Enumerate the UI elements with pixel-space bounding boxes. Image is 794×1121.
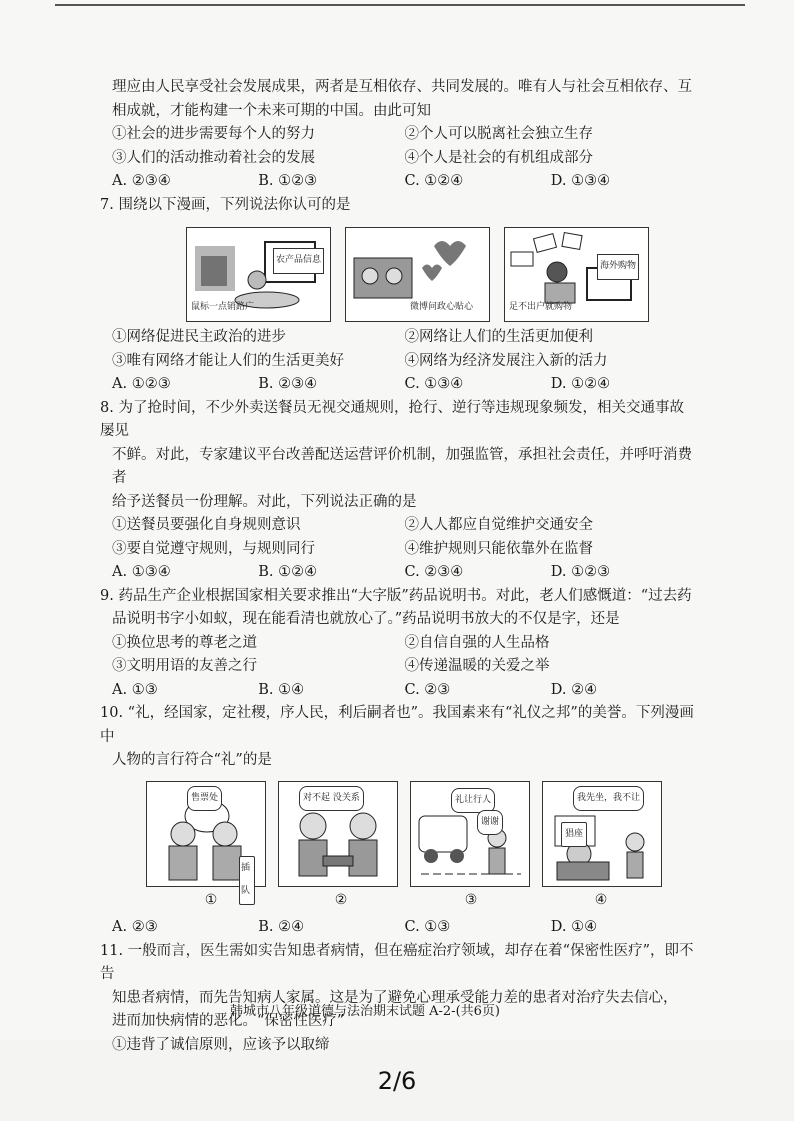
page-footer: 韩城市八年级道德与法治期末试题 A-2-(共6页) [230,1004,500,1019]
q7-options-row-2 [112,350,697,374]
q9-answer-a: A. ①③ [112,681,158,698]
intro-line-2: 相成就，才能构建一个未来可期的中国。由此可知 [112,102,431,119]
q6-answers [112,170,697,194]
q8-answer-a: A. ①③④ [112,564,171,580]
q7-option-2: ②网络让人们的生活更加便利 [404,329,593,345]
q9-stem-line-2: 品说明书字小如蚁，现在能看清也就放心了。”药品说明书放大的不仅是字，还是 [112,611,620,627]
top-border-line [55,4,745,6]
q7-comic-panel-1 [186,227,331,322]
q7-comic-3-tag: 海外购物 [597,254,639,280]
q11-option-1: ①违背了诚信原则，应该予以取缔 [112,1036,330,1053]
intro-line-1: 理应由人民享受社会发展成果，两者是互相依存、共同发展的。唯有人与社会互相依存、互 [112,79,692,95]
q8-options-row-2 [112,538,697,562]
q8-answer-d: D. ①②③ [550,564,611,580]
q8-option-3: ③要自觉遵守规则，与规则同行 [112,540,315,557]
q8-answers [112,561,697,585]
q10-answer-a: A. ②③ [112,919,158,935]
q10-answer-b: B. ②④ [258,919,305,935]
q10-comic-1-bubble: 售票处 [187,786,222,812]
q10-panel-labels [146,889,697,913]
q9-answer-b: B. ①④ [258,681,305,698]
q8-stem-line-2: 不鲜。对此，专家建议平台改善配送运营评价机制，加强监管，承担社会责任，并呼吁消费者 [112,446,692,486]
q6-answer-c: C. ①②④ [404,173,464,189]
q9-option-4: ④传递温暖的关爱之举 [404,658,550,674]
q10-stem-line-2: 人物的言行符合“礼”的是 [112,752,272,768]
q8-options-row-1 [112,514,697,538]
q6-options-row-1 [112,123,697,147]
q9-answer-c: C. ②③ [404,681,451,698]
q6-option-2: ②个人可以脱离社会独立生存 [404,126,593,142]
q10-comic-3-extra: 谢谢 [477,810,503,836]
q6-answer-a: A. ②③④ [112,173,171,189]
q10-answer-c: C. ①③ [404,919,451,935]
q7-option-3: ③唯有网络才能让人们的生活更美好 [112,352,344,369]
q9-option-3: ③文明用语的友善之行 [112,658,257,674]
q8-stem-line-1: 8. 为了抢时间，不少外卖送餐员无视交通规则，抢行、逆行等违规现象频发，相关交通事故屡见 [100,399,684,439]
q7-options-row-1 [112,326,697,350]
q8-stem-line-3: 给予送餐员一份理解。对此，下列说法正确的是 [112,493,417,510]
q11-stem-line-1: 11. 一般而言，医生需如实告知患者病情，但在癌症治疗领域，却存在着“保密性医疗”，即不告 [100,942,694,982]
q8-option-2: ②人人都应自觉维护交通安全 [404,517,593,533]
q11-stem-line-2: 知患者病情，而先告知病人家属。这是为了避免心理承受能力差的患者对治疗失去信心， [112,989,678,1006]
q7-stem: 7. 围绕以下漫画，下列说法你认可的是 [100,196,351,213]
q10-answers [112,916,697,940]
q10-comics [146,781,697,896]
q7-answer-d: D. ①②④ [550,376,611,392]
q9-options-row-1 [112,632,697,656]
page-indicator: 2/6 [377,1067,417,1095]
q6-options-row-2 [112,147,697,171]
q10-panel-label-4: ④ [594,891,608,908]
q10-comic-3-bubble: 礼让行人 [451,788,495,814]
q10-comic-4-extra: 猖座 [561,822,587,848]
q7-comic-1-tag: 农产品信息 [273,248,324,274]
q7-answers [112,373,697,397]
q7-answer-c: C. ①③④ [404,376,464,392]
q6-option-1: ①社会的进步需要每个人的努力 [112,126,315,142]
q8-option-1: ①送餐员要强化自身规则意识 [112,517,301,533]
q10-stem-line-1: 10. “礼，经国家，定社稷，序人民，利后嗣者也”。我国素来有“礼仪之邦”的美誉。下列漫画中 [100,705,694,745]
q10-comic-panel-2 [278,781,398,887]
q9-answer-d: D. ②④ [550,681,598,698]
q8-answer-b: B. ①②④ [258,564,318,580]
q7-answer-b: B. ②③④ [258,376,318,392]
q6-option-4: ④个人是社会的有机组成部分 [404,149,593,166]
q10-comic-1-extra: 插队 [239,856,255,905]
page-content [100,76,697,1057]
q7-option-1: ①网络促进民主政治的进步 [112,329,286,345]
q7-answer-a: A. ①②③ [112,376,171,392]
q10-comic-panel-3 [410,781,530,887]
q7-comic-panel-3 [504,227,649,322]
q7-option-4: ④网络为经济发展注入新的活力 [404,352,608,369]
q10-panel-label-2: ② [334,891,348,908]
q9-option-1: ①换位思考的尊老之道 [112,634,257,651]
q7-comic-2-caption: 微博问政心贴心 [410,301,474,312]
q7-comics [186,227,697,322]
q11-stem-line-3: 进而加快病情的恶化。“保密性医疗” [112,1013,345,1029]
q10-panel-label-3: ③ [464,891,478,908]
q10-panel-label-1: ① [204,891,218,908]
q9-option-2: ②自信自强的人生品格 [404,634,550,651]
q7-comic-1-caption: 鼠标一点销路广 [191,301,255,312]
q7-comic-3-caption: 足不出户就购物 [509,301,573,312]
q10-comic-panel-1 [146,781,266,896]
q10-answer-d: D. ①④ [550,919,598,935]
q6-answer-d: D. ①③④ [550,173,611,189]
q6-answer-b: B. ①②③ [258,173,318,189]
q8-answer-c: C. ②③④ [404,564,464,580]
q8-option-4: ④维护规则只能依靠外在监督 [404,540,593,557]
q10-comic-panel-4 [542,781,662,887]
q10-comic-4-bubble: 我先坐，我不让 [573,786,644,812]
q10-comic-2-bubble: 对不起 没关系 [299,786,364,812]
q9-answers [112,679,697,703]
q9-stem-line-1: 9. 药品生产企业根据国家相关要求推出“大字版”药品说明书。对此，老人们感慨道：“过去药 [100,587,692,604]
q9-options-row-2 [112,655,697,679]
q7-comic-panel-2 [345,227,490,322]
q6-option-3: ③人们的活动推动着社会的发展 [112,149,315,166]
